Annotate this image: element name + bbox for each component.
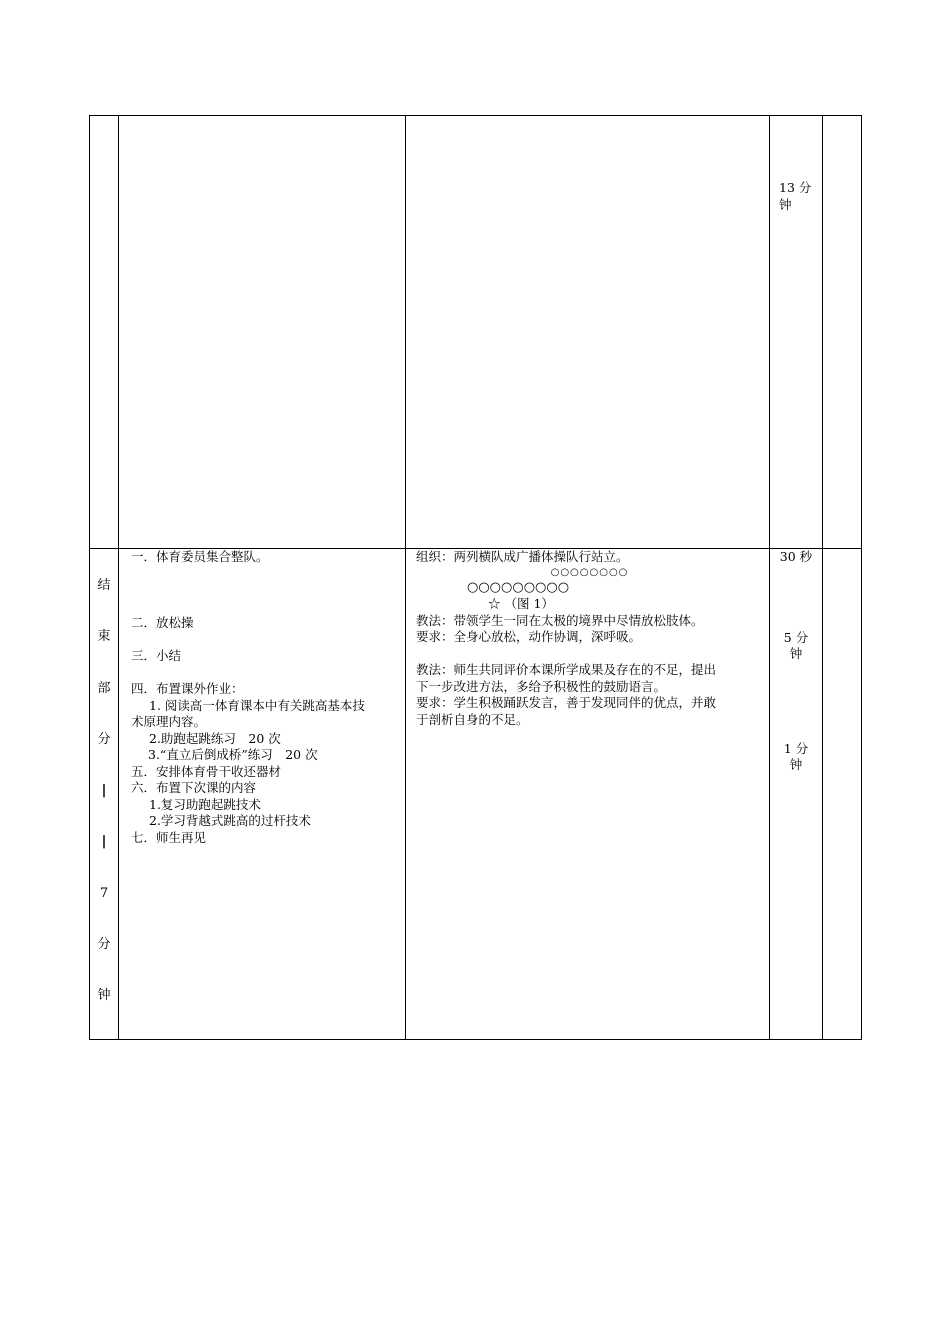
notes-cell-empty <box>823 116 862 549</box>
table-row-main-part <box>90 116 862 549</box>
content-line: 四．布置课外作业： <box>131 681 244 696</box>
time-line: 钟 <box>789 757 803 772</box>
blank-line <box>131 665 395 682</box>
side-label-char: 部 <box>97 680 111 696</box>
lesson-plan-table <box>89 115 862 1040</box>
content-line: 七．师生再见 <box>131 829 207 845</box>
notes-cell-empty <box>823 549 862 1040</box>
side-label-char: | <box>101 783 107 799</box>
side-label-cell-empty <box>90 116 119 549</box>
content-line: 三．小结 <box>131 648 182 663</box>
content-line: 一．体育委员集合整队。 <box>131 549 269 564</box>
org-line: 教法：带领学生一同在太极的境界中尽情放松肢体。 <box>416 612 704 628</box>
content-line: 五．安排体育骨干收还器材 <box>131 763 282 779</box>
table-row-end-part <box>90 549 862 1040</box>
side-label-cell <box>90 549 119 1040</box>
side-label-char: 束 <box>97 629 111 645</box>
content-line: 六．布置下次课的内容 <box>131 780 257 795</box>
time-line: 13 分 <box>779 180 812 195</box>
content-line: 1. 阅读高一体育课本中有关跳高基本技 <box>149 697 365 713</box>
side-label-char: | <box>101 834 107 850</box>
blank-line <box>416 646 763 663</box>
content-line: 2.助跑起跳练习 20 次 <box>149 730 281 746</box>
spacer <box>770 663 822 741</box>
org-line: 于剖析自身的不足。 <box>416 711 529 727</box>
figure-label: ☆ （图 1） <box>488 596 554 611</box>
content-line: 二．放松操 <box>131 615 194 630</box>
blank-line <box>131 566 395 583</box>
content-line: 2.学习背越式跳高的过杆技术 <box>149 813 311 828</box>
org-line: 要求：学生积极踊跃发言，善于发现同伴的优点，并敢 <box>416 695 717 710</box>
time-cell <box>770 549 823 1040</box>
content-line: 1.复习助跑起跳技术 <box>149 796 261 812</box>
org-line: 下一步改进方法，多给予积极性的鼓励语言。 <box>416 678 667 694</box>
organization-cell-empty <box>406 116 770 549</box>
blank-line <box>131 582 395 599</box>
side-label-char: 钟 <box>97 988 111 1004</box>
org-line: 教法：师生共同评价本课所学成果及存在的不足，提出 <box>416 662 717 677</box>
organization-cell <box>406 549 770 1040</box>
blank-line <box>131 632 395 649</box>
time-line: 30 秒 <box>779 549 813 564</box>
blank-line <box>131 599 395 616</box>
side-label-char: 分 <box>97 937 111 953</box>
time-line: 1 分 <box>783 740 809 756</box>
time-cell <box>770 116 823 549</box>
time-line: 钟 <box>779 196 792 212</box>
content-cell <box>119 549 406 1040</box>
side-label-char: 结 <box>97 578 111 593</box>
content-line: 术原理内容。 <box>131 714 207 729</box>
time-line: 钟 <box>789 646 803 661</box>
spacer <box>770 566 822 630</box>
side-label-char: 7 <box>99 885 109 901</box>
content-line: 3.“直立后倒成桥”练习 20 次 <box>148 747 318 762</box>
content-cell-empty <box>119 116 406 549</box>
org-line: 组织：两列横队成广播体操队行站立。 <box>416 549 629 564</box>
time-line: 5 分 <box>783 629 809 645</box>
side-label-char: 分 <box>97 731 111 747</box>
formation-large-circles: ○○○○○○○○○ <box>467 579 570 595</box>
org-line: 要求：全身心放松，动作协调，深呼吸。 <box>416 629 642 644</box>
formation-small-circles: ○○○○○○○○ <box>550 566 629 578</box>
